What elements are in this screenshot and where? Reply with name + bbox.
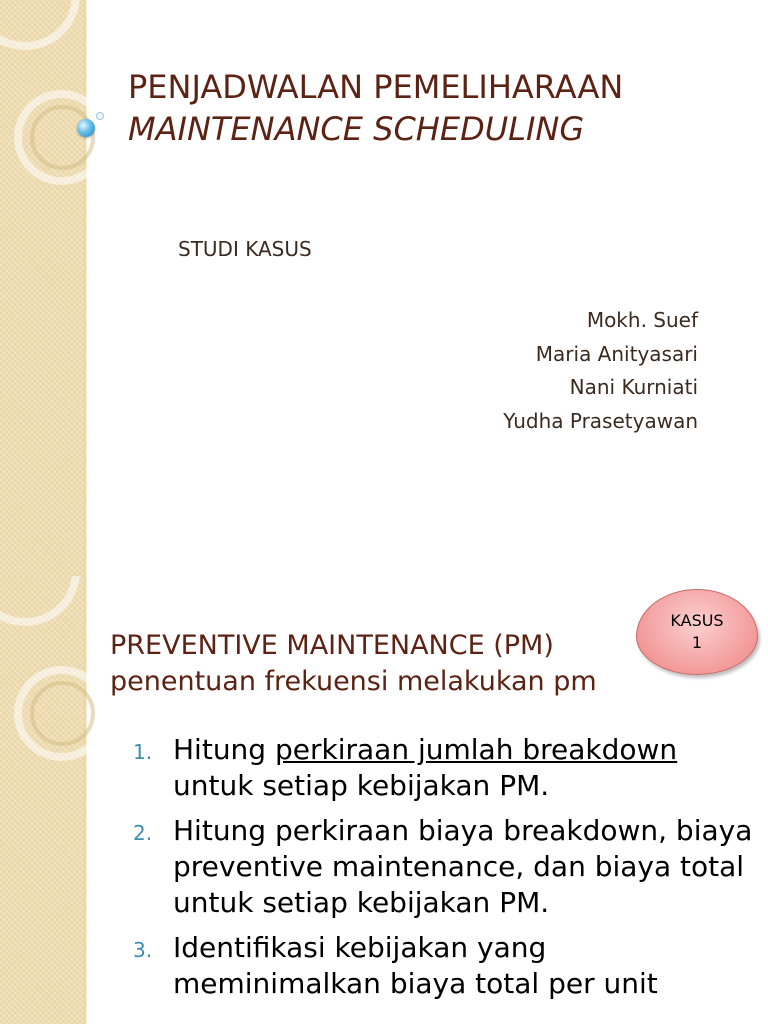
list-number: 2. (133, 821, 153, 845)
title-line-1: PENJADWALAN PEMELIHARAAN (128, 68, 624, 106)
author-name: Nani Kurniati (569, 375, 698, 399)
author-name: Mokh. Suef (586, 308, 698, 332)
decorative-side-band (0, 576, 84, 1024)
list-text: Hitung perkiraan biaya breakdown, biaya preventive maintenance, dan biaya total untuk setiap kebijakan PM. (173, 814, 753, 919)
slide-preventive-maintenance (0, 576, 768, 1024)
list-text: Hitung (173, 733, 275, 766)
list-item (133, 732, 753, 804)
decorative-ring (30, 105, 95, 170)
list-number: 3. (133, 938, 153, 962)
badge-label: KASUS (670, 611, 724, 630)
decorative-side-band (0, 0, 84, 576)
side-band-edge (84, 576, 87, 1024)
list-number: 1. (133, 740, 153, 764)
author-name: Maria Anityasari (535, 341, 698, 366)
small-circle-icon (96, 112, 104, 120)
list-text-underlined: perkiraan jumlah breakdown (274, 733, 678, 766)
author-name: Yudha Prasetyawan (503, 408, 698, 433)
side-band-edge (84, 0, 87, 576)
list-item (133, 930, 753, 1002)
slide-title-text (128, 66, 748, 150)
case-badge (636, 589, 758, 675)
subtitle: STUDI KASUS (178, 237, 312, 261)
list-text: untuk setiap kebijakan PM. (173, 769, 550, 802)
heading-line-1: PREVENTIVE MAINTENANCE (PM) (110, 630, 554, 661)
title-line-2: MAINTENANCE SCHEDULING (128, 110, 585, 148)
list-text: Identifikasi kebijakan yang meminimalkan biaya total per unit (173, 931, 658, 1000)
badge-number: 1 (691, 633, 703, 652)
heading-line-2: penentuan frekuensi melakukan pm (110, 666, 597, 697)
blue-bullet-icon (77, 119, 95, 137)
list-item (133, 813, 753, 921)
steps-list (133, 732, 753, 1011)
slide-heading (110, 628, 670, 700)
decorative-ring (30, 681, 95, 746)
author-list (503, 304, 698, 438)
